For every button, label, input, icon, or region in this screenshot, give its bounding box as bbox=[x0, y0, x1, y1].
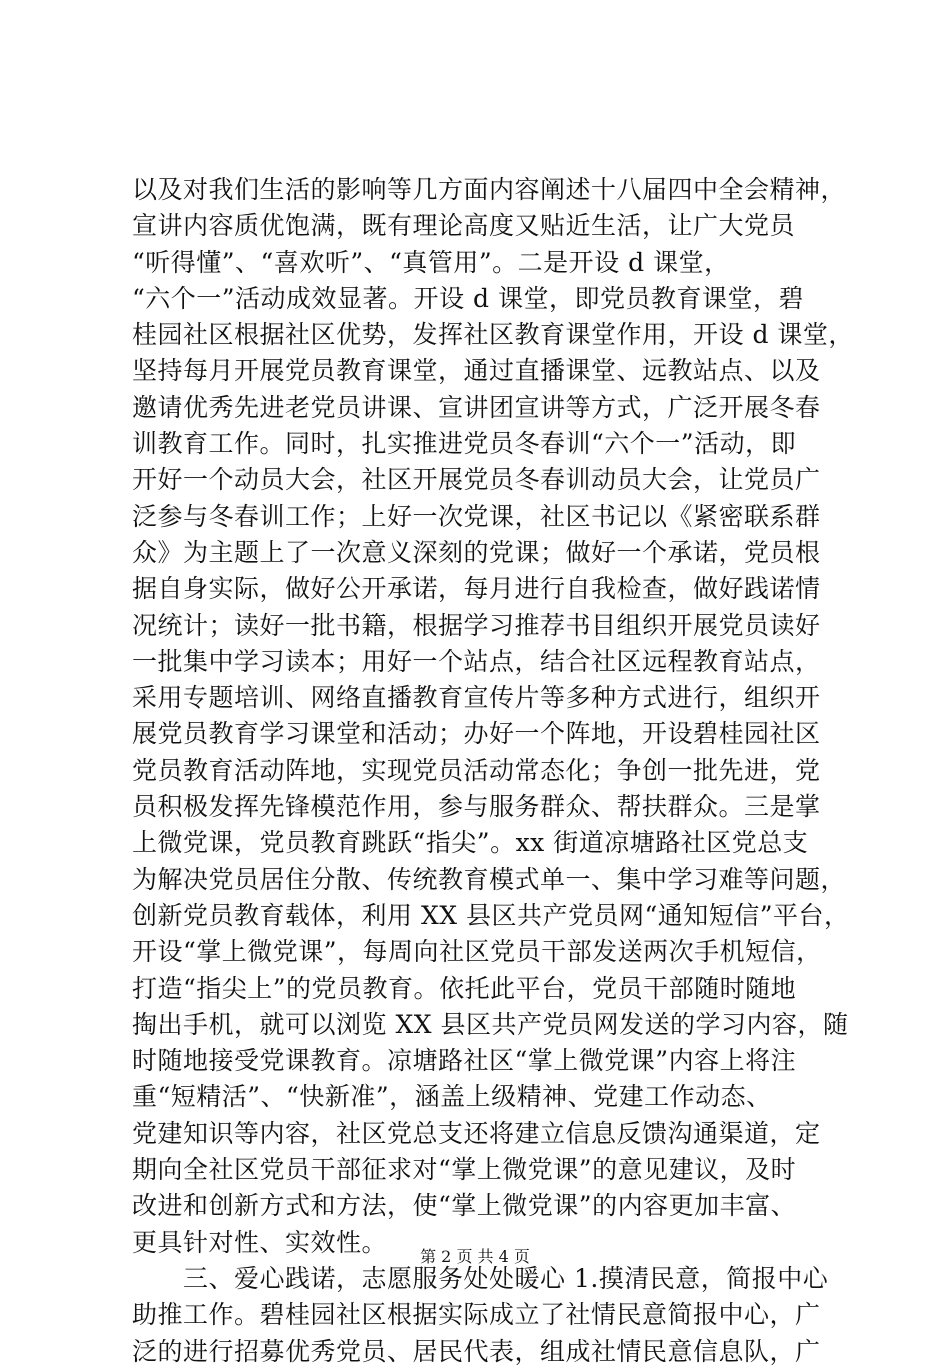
text-line: 三、爱心践诺，志愿服务处处暖心 1.摸清民意，简报中心 bbox=[132, 1263, 829, 1293]
text-line: 泛的进行招募优秀党员、居民代表，组成社情民意信息队，广 bbox=[132, 1336, 821, 1366]
text-line: 采用专题培训、网络直播教育宣传片等多种方式进行，组织开 bbox=[132, 683, 821, 713]
text-line: 据自身实际，做好公开承诺，每月进行自我检查，做好践诺情 bbox=[132, 574, 821, 604]
text-line: 开设“掌上微党课”，每周向社区党员干部发送两次手机短信， bbox=[132, 937, 822, 967]
text-line: 改进和创新方式和方法，使“掌上微党课”的内容更加丰富、 bbox=[132, 1191, 797, 1221]
text-line: 坚持每月开展党员教育课堂，通过直播课堂、远教站点、以及 bbox=[132, 356, 821, 386]
text-line: 为解决党员居住分散、传统教育模式单一、集中学习难等问题， bbox=[132, 864, 847, 894]
text-line: 党员教育活动阵地，实现党员活动常态化；争创一批先进，党 bbox=[132, 755, 821, 785]
text-line: 掏出手机，就可以浏览 XX 县区共产党员网发送的学习内容，随 bbox=[132, 1009, 849, 1039]
text-line: 桂园社区根据社区优势，发挥社区教育课堂作用，开设 d 课堂， bbox=[132, 320, 854, 350]
text-line: 重“短精活”、“快新准”，涵盖上级精神、党建工作动态、 bbox=[132, 1082, 772, 1112]
text-line: 时随地接受党课教育。凉塘路社区“掌上微党课”内容上将注 bbox=[132, 1046, 797, 1076]
text-line: 宣讲内容质优饱满，既有理论高度又贴近生活，让广大党员 bbox=[132, 211, 796, 241]
text-line: 党建知识等内容，社区党总支还将建立信息反馈沟通渠道，定 bbox=[132, 1118, 821, 1148]
text-line: 众》为主题上了一次意义深刻的党课；做好一个承诺，党员根 bbox=[132, 537, 821, 567]
text-line: 泛参与冬春训工作；上好一次党课，社区书记以《紧密联系群 bbox=[132, 501, 821, 531]
text-line: “六个一”活动成效显著。开设 d 课堂，即党员教育课堂，碧 bbox=[132, 283, 804, 313]
text-line: 以及对我们生活的影响等几方面内容阐述十八届四中全会精神， bbox=[132, 175, 847, 204]
text-line: 开好一个动员大会，社区开展党员冬春训动员大会，让党员广 bbox=[132, 465, 821, 495]
text-line: 况统计；读好一批书籍，根据学习推荐书目组织开展党员读好 bbox=[132, 610, 821, 640]
text-line: 打造“指尖上”的党员教育。依托此平台，党员干部随时随地 bbox=[132, 973, 797, 1003]
text-line: 期向全社区党员干部征求对“掌上微党课”的意见建议，及时 bbox=[132, 1155, 797, 1185]
text-line: 训教育工作。同时，扎实推进党员冬春训“六个一”活动，即 bbox=[132, 429, 797, 459]
page-footer: 第 2 页 共 4 页 bbox=[420, 1247, 530, 1266]
text-line: 邀请优秀先进老党员讲课、宣讲团宣讲等方式，广泛开展冬春 bbox=[132, 392, 821, 422]
text-line: 展党员教育学习课堂和活动；办好一个阵地，开设碧桂园社区 bbox=[132, 719, 821, 749]
text-line: 更具针对性、实效性。 bbox=[132, 1227, 388, 1257]
text-line: 创新党员教育载体，利用 XX 县区共产党员网“通知短信”平台， bbox=[132, 900, 850, 930]
text-line: 员积极发挥先锋模范作用，参与服务群众、帮扶群众。三是掌 bbox=[132, 792, 821, 822]
text-line: 助推工作。碧桂园社区根据实际成立了社情民意简报中心，广 bbox=[132, 1300, 821, 1330]
text-line: 上微党课，党员教育跳跃“指尖”。xx 街道凉塘路社区党总支 bbox=[132, 828, 809, 858]
body-text bbox=[132, 172, 854, 1370]
text-line: “听得懂”、“喜欢听”、“真管用”。二是开设 d 课堂， bbox=[132, 247, 730, 277]
text-line: 一批集中学习读本；用好一个站点，结合社区远程教育站点， bbox=[132, 646, 821, 676]
